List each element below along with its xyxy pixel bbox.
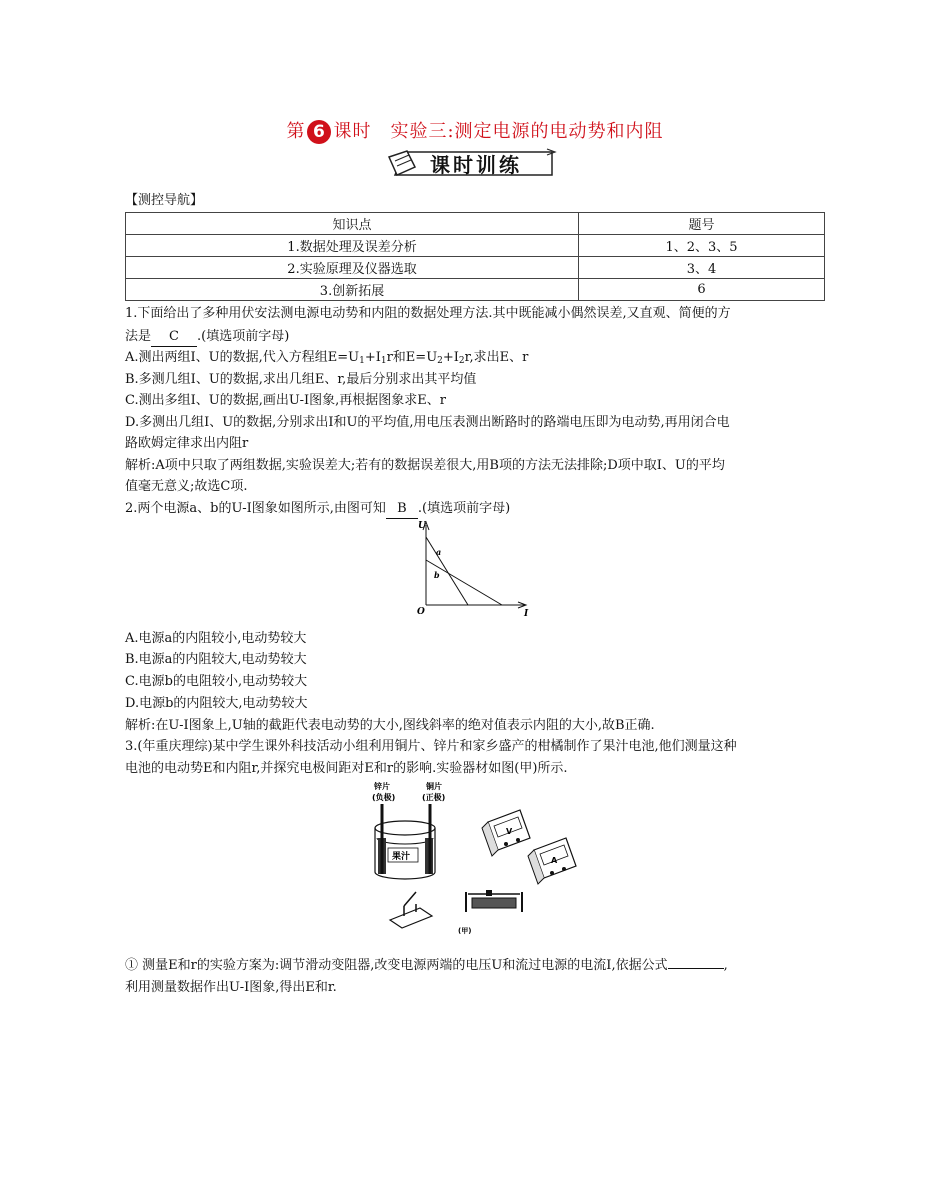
q1-stem-line2: 法是 C .(填选项前字母) xyxy=(125,328,289,347)
figure-caption: (甲) xyxy=(458,927,472,935)
q2-answer: B xyxy=(386,500,418,519)
q1-answer: C xyxy=(151,328,197,347)
voltmeter-icon xyxy=(482,810,530,856)
apparatus-figure xyxy=(370,780,585,940)
ammeter-label: A xyxy=(551,856,558,865)
q3-stem-line1: 3.(年重庆理综)某中学生课外科技活动小组利用铜片、锌片和家乡盛产的柑橘制作了果汁电池,他们测量这种 xyxy=(125,739,737,754)
nav-table xyxy=(125,212,825,301)
q1-option-d-line1: D.多测出几组I、U的数据,分别求出I和U的平均值,用电压表测出断路时的路端电压即为电动势,再用闭合电 xyxy=(125,415,730,430)
zinc-sign: (负极) xyxy=(372,793,396,802)
q3-part1-line1: ① 测量E和r的实验方案为:调节滑动变阻器,改变电源两端的电压U和流过电源的电流I,依据公式 , xyxy=(125,958,728,973)
zinc-label: 锌片 xyxy=(374,782,390,791)
line-a-label: a xyxy=(436,547,442,557)
beaker xyxy=(375,804,435,879)
q1-option-d-line2: 路欧姆定律求出内阻r xyxy=(125,436,249,451)
table-header-row xyxy=(126,213,825,235)
banner-label: 课时训练 xyxy=(430,153,522,177)
table-row: 3.创新拓展 6 xyxy=(126,279,825,301)
voltmeter-label: V xyxy=(506,827,513,836)
q3-stem-line2: 电池的电动势E和内阻r,并探究电极间距对E和r的影响.实验器材如图(甲)所示. xyxy=(125,761,568,776)
col-number-header: 题号 xyxy=(579,213,825,235)
q1-option-b: B.多测几组I、U的数据,求出几组E、r,最后分别求出其平均值 xyxy=(125,372,477,387)
switch-icon xyxy=(390,892,432,928)
q3-formula-blank[interactable] xyxy=(668,968,724,969)
ammeter-icon xyxy=(528,838,576,884)
i-axis-label: I xyxy=(524,609,529,619)
q1-option-c: C.测出多组I、U的数据,画出U-I图象,再根据图象求E、r xyxy=(125,393,446,408)
q2-stem: 2.两个电源a、b的U-I图象如图所示,由图可知 B .(填选项前字母) xyxy=(125,500,510,519)
lesson-number-badge: 6 xyxy=(307,120,331,144)
q1-analysis-line2: 值毫无意义;故选C项. xyxy=(125,479,248,494)
nav-heading: 【测控导航】 xyxy=(125,193,204,208)
copper-sign: (正极) xyxy=(422,793,446,802)
u-i-graph xyxy=(410,515,535,620)
q1-analysis-line1: 解析:A项中只取了两组数据,实验误差大;若有的数据误差很大,用B项的方法无法排除;D项中取I、U的平均 xyxy=(125,458,725,473)
table-row: 2.实验原理及仪器选取 3、4 xyxy=(126,257,825,279)
q1-option-a: A.测出两组I、U的数据,代入方程组$E=U_1+I_1r$和$E=U_2+I_2r$,求出E、r xyxy=(125,350,529,366)
lesson-title: 第 6 课时 实验三:测定电源的电动势和内阻 xyxy=(286,121,664,142)
u-axis-label: U xyxy=(418,521,426,531)
q2-option-b: B.电源a的内阻较大,电动势较大 xyxy=(125,652,307,667)
q1-stem-line1: 1.下面给出了多种用伏安法测电源电动势和内阻的数据处理方法.其中既能减小偶然误差,又直观、简便的方 xyxy=(125,306,731,321)
q2-option-d: D.电源b的内阻较大,电动势较大 xyxy=(125,696,308,711)
q2-analysis: 解析:在U-I图象上,U轴的截距代表电动势的大小,图线斜率的绝对值表示内阻的大小,故B正确. xyxy=(125,718,655,733)
origin-label: O xyxy=(417,607,425,617)
line-b-label: b xyxy=(434,570,440,580)
copper-label: 铜片 xyxy=(426,782,442,791)
q3-part1-line2: 利用测量数据作出U-I图象,得出E和r. xyxy=(125,980,337,995)
line-a xyxy=(426,537,468,605)
pencil-book-icon xyxy=(389,151,415,175)
table-row: 1.数据处理及误差分析 1、2、3、5 xyxy=(126,235,825,257)
juice-label: 果汁 xyxy=(392,852,411,862)
q2-option-a: A.电源a的内阻较小,电动势较大 xyxy=(125,631,307,646)
q2-option-c: C.电源b的电阻较小,电动势较大 xyxy=(125,674,308,689)
rheostat-icon xyxy=(466,890,522,912)
col-topic-header: 知识点 xyxy=(126,213,579,235)
